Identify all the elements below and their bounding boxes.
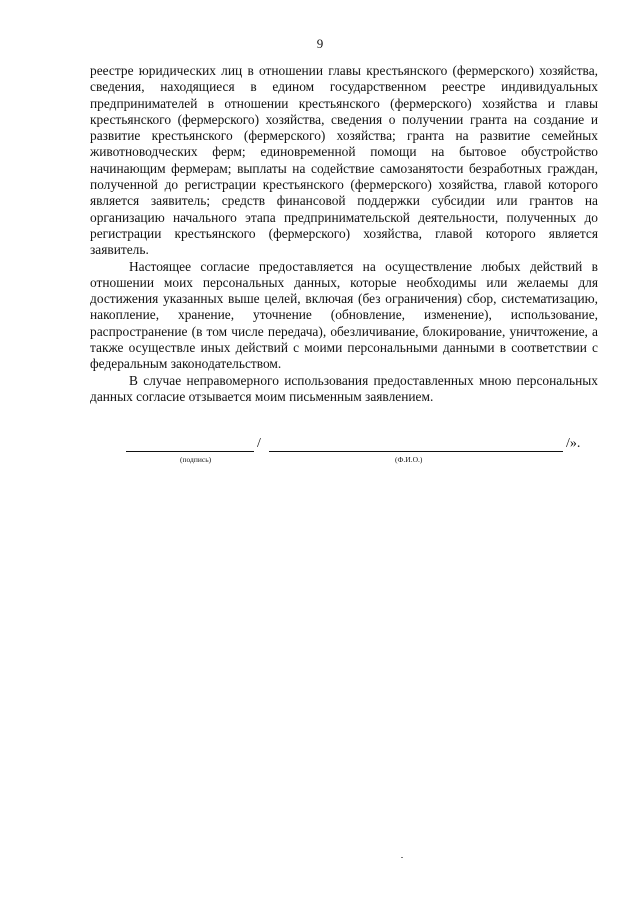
signature-caption: (подпись) bbox=[180, 455, 212, 464]
paragraph-consent-revocation: В случае неправомерного использования предоставленных мною персональных данных согласие отзывается моим письменным заявлением. bbox=[90, 372, 598, 404]
document-body bbox=[90, 63, 598, 405]
page-number: 9 bbox=[316, 36, 324, 51]
scan-speck bbox=[401, 857, 403, 858]
full-name-caption: (Ф.И.О.) bbox=[395, 455, 423, 464]
paragraph-data-sources: реестре юридических лиц в отношении главы крестьянского (фермерского) хозяйства, сведения, находящиеся в едином государственном реестре индивидуальных предпринимателей в отношении крестьянского (фермерского) хозяйства и главы крестьянского (фермерского) хозяйства, сведения о получении гранта на создание и развитие крестьянского (фермерского) хозяйства; гранта на развитие семейных животноводческих ферм; единовременной помощи на бытовое обустройство начинающим фермерам; выплаты на содействие самозанятости безработных граждан, полученной до регистрации крестьянского (фермерского) хозяйства, главой которого является заявитель; средств финансовой поддержки субсидии или грантов на организацию начального этапа предпринимательской деятельности, полученных до регистрации крестьянского (фермерского) хозяйства, главой которого является заявитель. bbox=[90, 63, 598, 258]
signature-terminator: /». bbox=[566, 436, 581, 451]
full-name-line bbox=[269, 451, 563, 452]
signature-block bbox=[126, 436, 596, 476]
paragraph-consent-scope: Настоящее согласие предоставляется на осуществление любых действий в отношении моих персональных данных, которые необходимы или желаемы для достижения указанных выше целей, включая (без ограничения) сбор, систематизацию, накопление, хранение, уточнение (обновление, изменение), использование, распространение (в том числе передача), обезличивание, блокирование, уничтожение, а также осуществле иных действий с моими персональными данными в соответствии с федеральным законодательством. bbox=[90, 258, 598, 372]
signature-line bbox=[126, 451, 254, 452]
signature-separator: / bbox=[257, 436, 261, 451]
